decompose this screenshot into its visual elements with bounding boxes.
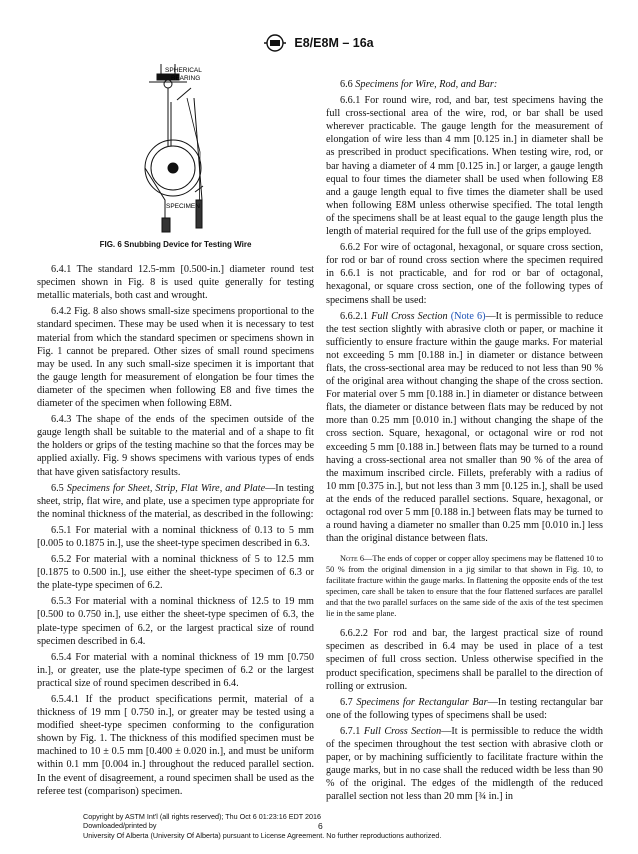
- para-6-5-3: 6.5.3 For material with a nominal thickness of 12.5 to 19 mm [0.500 to 0.750 in.], use either the sheet-type specimen of 6.3, the plate-type specimen of 6.2, or the largest practical size of round specimen described in 6.4.: [37, 596, 314, 647]
- para-6-5: [37, 482, 314, 521]
- footer-line-2: Downloaded/printed by: [83, 821, 157, 831]
- para-6-6-1: 6.6.1 For round wire, rod, and bar, test specimens having the full cross-sectional area of the wire, rod, or bar shall be used wherever practicable. The gauge length for the measurement of elongation of wire less than 4 mm [0.125 in.] in diameter shall be as prescribed in product specifications. When testing wire, rod, or bar having a diameter of 4 mm [0.125 in.] or larger, a gauge length equal to four times the diameter shall be used when following E8 and a gauge length equal to five times the diameter shall be used when following E8M unless otherwise specified. The total length of the specimens shall be at least equal to the gauge length plus the length of material required for the full use of the grips employed.: [326, 95, 603, 238]
- para-6-6-title: Specimens for Wire, Rod, and Bar:: [355, 79, 498, 90]
- para-6-5-2: 6.5.2 For material with a nominal thickness of 5 to 12.5 mm [0.1875 to 0.500 in.], use either the sheet-type specimen of 6.3 or the plate-type specimen of 6.2.: [37, 554, 314, 592]
- para-6-6: [326, 78, 603, 91]
- footer-line-1: Copyright by ASTM Int'l (all rights reserved); Thu Oct 6 01:23:16 EDT 2016: [83, 812, 322, 821]
- para-6-6-num: 6.6: [340, 79, 353, 90]
- para-6-5-4-1: 6.5.4.1 If the product specifications permit, material of a thickness of 19 mm [ 0.750 in.], or greater may be tested using a modified sheet-type specimen conforming to the configuration shown by Fig. 1. The thickness of this modified specimen must be machined to 10 ± 0.5 mm [0.400 ± 0.020 in.], and must be uniform within 0.1 mm [0.004 in.] throughout the reduced parallel section. In the event of disagreement, a round specimen shall be used as the referee test (comparison) specimen.: [37, 694, 314, 797]
- page-header: [0, 34, 638, 52]
- figure-6: [37, 60, 314, 235]
- label-bearing: BEARING: [171, 75, 201, 82]
- para-6-6-2-1-num: 6.6.2.1: [340, 310, 369, 322]
- para-6-7-num: 6.7: [340, 696, 353, 708]
- note-6-text: —The ends of copper or copper alloy specimens may be flattened 10 to 50 % from the original dimension in a jig similar to that shown in Fig. 10, to facilitate fracture within the gauge marks. In flattening the opposite ends of the test specimen, care shall be taken to ensure that the four flattened surfaces are parallel and that the two parallel surfaces on the same side of the axis of the test specimen lie in the same plane.: [326, 554, 603, 619]
- figure-caption: FIG. 6 Snubbing Device for Testing Wire: [99, 240, 252, 249]
- page-number: 6: [318, 821, 323, 831]
- right-column: [326, 78, 603, 807]
- snubbing-device-drawing: [37, 60, 314, 235]
- label-specimen: SPECIMEN: [166, 203, 200, 210]
- para-6-4-3: 6.4.3 The shape of the ends of the specimen outside of the gauge length shall be suitable to the material and of a shape to fit the holders or grips of the testing machine so that the forces may be applied axially. Fig. 9 shows specimens with various types of ends that have given satisfactory results.: [37, 414, 314, 478]
- para-6-6-2-1-title: Full Cross Section: [371, 310, 448, 322]
- para-6-5-title: Specimens for Sheet, Strip, Flat Wire, and Plate: [66, 482, 266, 494]
- para-6-6-2: 6.6.2 For wire of octagonal, hexagonal, or square cross section, for rod or bar of round cross section where the specimen required in 6.6.1 is not practicable, and for rod or bar of octagonal, hexagonal, or square cross section, one of the following types of specimens shall be used:: [326, 242, 603, 306]
- para-6-7-1-num: 6.7.1: [340, 725, 361, 737]
- para-6-6-2-2: 6.6.2.2 For rod and bar, the largest practical size of round specimen as described in 6.4 may be used in place of a test specimen of full cross section. Unless otherwise specified in the product specification, specimens shall be parallel to the direction of rolling or extrusion.: [326, 628, 603, 692]
- para-6-6-2-1: [326, 310, 603, 546]
- footer-line-3: University Of Alberta (University Of Alberta) pursuant to License Agreement. No further reproductions authorized.: [83, 830, 442, 840]
- para-6-5-text: —In testing sheet, strip, flat wire, and plate, use a specimen type appropriate for the nominal thickness of the material, as described in the following:: [37, 482, 314, 520]
- para-6-6-2-1-text: —It is permissible to reduce the test section slightly with abrasive cloth or paper, or machine it sufficiently to ensure fracture within the gauge marks. For material not exceeding 5 mm [0.188 in.] in diameter or distance between flats, the cross-sectional area may be reduced to not less than 90 % of the original area without changing the shape of the cross section. For material over 5 mm [0.188 in.] in diameter or distance between flats, the diameter or distance between flats may be reduced by not more than 0.25 mm [0.010 in.] without changing the shape of the cross section. Square, hexagonal, or octagonal wire or rod not exceeding 5 mm [0.188 in.] between flats may be turned to a round having a cross-sectional area not smaller than 90 % of the area of the maximum inscribed circle. Fillets, preferably with a radius of 10 mm [0.375 in.], but not less than 3 mm [0.125 in.], shall be used at the ends of the reduced parallel sections. Square, hexagonal, or octagonal rod over 5 mm [0.188 in.] between flats may be turned to a round having a diameter no smaller than 0.25 mm [0.010 in.] less than the original distance between flats.: [326, 310, 604, 545]
- label-spherical: SPHERICAL: [165, 67, 202, 74]
- note-6-link[interactable]: (Note 6): [450, 310, 486, 322]
- para-6-7-1-text: —It is permissible to reduce the width of the specimen throughout the test section with abrasive cloth or paper, or by machining sufficiently to facilitate fracture within the gauge marks, but in no case shall the reduced width be less than 90 % of the original. The edges of the midlength of the reduced parallel section not less than 20 mm [¾ in.] in: [326, 725, 603, 803]
- para-6-4-2: 6.4.2 Fig. 8 also shows small-size specimens proportional to the standard specimen. These may be used when it is necessary to test material from which the standard specimen or specimens shown in Fig. 1 cannot be prepared. Other sizes of small round specimens may be used. In any such small-size specimen it is important that the gauge length for measurement of elongation be four times the diameter of the specimen when following E8 and five times the diameter of the specimen when following E8M.: [37, 306, 314, 410]
- para-6-7-1: [326, 725, 603, 804]
- para-6-7-text: —In testing rectangular bar one of the following types of specimens shall be used:: [326, 696, 604, 721]
- para-6-5-4: 6.5.4 For material with a nominal thickness of 19 mm [0.750 in.], or greater, use the plate-type specimen of 6.2 or the largest practical size of round specimen described in 6.4.: [37, 651, 314, 689]
- para-6-7: [326, 696, 603, 722]
- left-column: [37, 60, 314, 801]
- para-6-7-title: Specimens for Rectangular Bar: [356, 696, 488, 708]
- para-6-7-1-title: Full Cross Section: [363, 725, 442, 737]
- note-6-label: Note 6: [340, 554, 365, 564]
- para-6-5-1: 6.5.1 For material with a nominal thickness of 0.13 to 5 mm [0.005 to 0.1875 in.], use the sheet-type specimen described in 6.3.: [37, 524, 314, 549]
- para-6-5-num: 6.5: [51, 482, 64, 494]
- astm-logo-icon: [264, 34, 286, 52]
- document-designation: E8/E8M – 16a: [294, 36, 374, 51]
- note-6: [326, 553, 603, 619]
- para-6-4-1: 6.4.1 The standard 12.5-mm [0.500-in.] diameter round test specimen shown in Fig. 8 is used quite generally for testing metallic materials, both cast and wrought.: [37, 264, 314, 302]
- copyright-footer: [83, 812, 563, 840]
